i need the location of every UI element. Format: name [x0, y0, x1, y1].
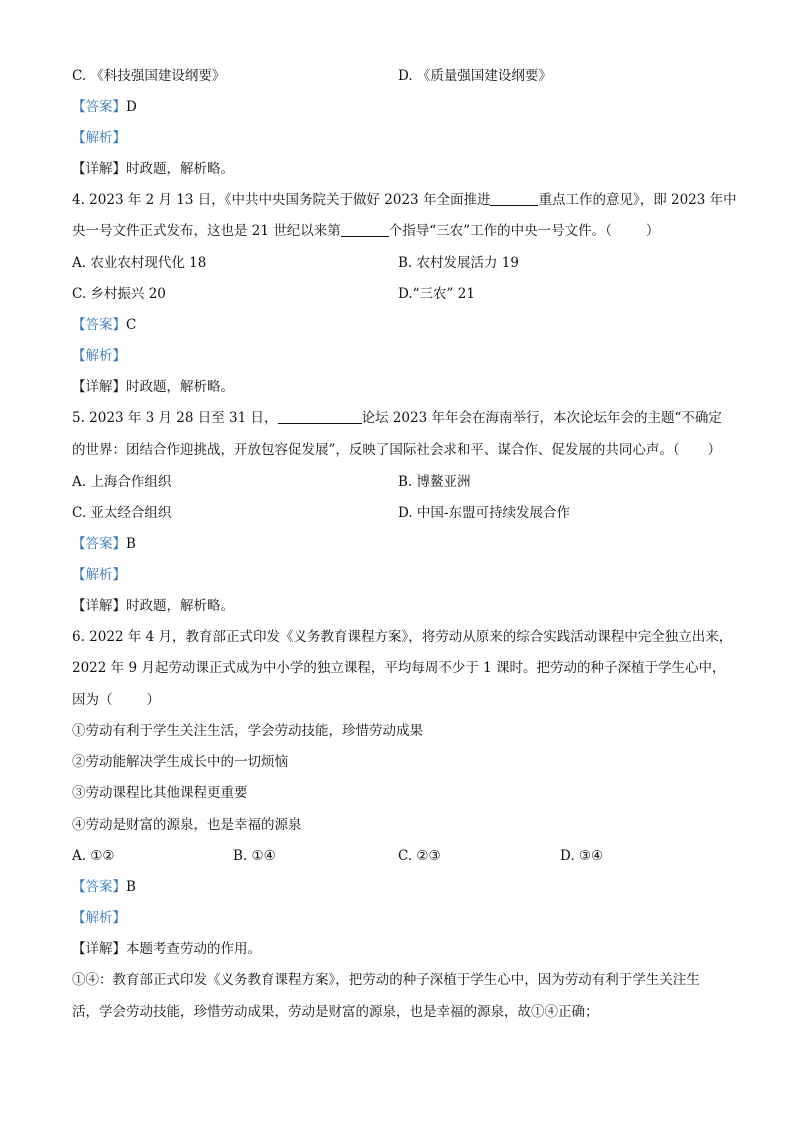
detail-text: 时政题，解析略。: [126, 161, 234, 177]
answer-value: B: [126, 536, 136, 552]
answer-blank: [341, 222, 389, 237]
q4-option-d: D.“三农” 21: [398, 286, 475, 302]
q6-stem-line2: 2022 年 9 月起劳动课正式成为中小学的独立课程，平均每周不少于 1 课时。把劳动的种子深植于学生心中，: [72, 660, 726, 676]
q5-stem-line2: [72, 440, 721, 460]
q6-answer: [72, 877, 136, 897]
q4-stem-text: 重点工作的意见》，即 2023 年中: [538, 192, 737, 208]
q4-detail: [72, 377, 234, 397]
q3-option-c: C. 《科技强国建设纲要》: [72, 68, 226, 84]
q6-statement-4: ④劳动是财富的源泉，也是幸福的源泉: [72, 817, 302, 833]
detail-text: 本题考查劳动的作用。: [126, 941, 261, 957]
q5-stem-text: 论坛 2023 年年会在海南举行，本次论坛年会的主题“不确定: [361, 410, 722, 426]
detail-tag: 【详解】: [72, 941, 126, 957]
q6-option-a: A. ①②: [72, 848, 115, 864]
q6-explanation-line1: ①④：教育部正式印发《义务教育课程方案》，把劳动的种子深植于学生心中，因为劳动有利于学生关注生: [72, 972, 700, 988]
answer-tag: 【答案】: [72, 536, 126, 552]
answer-blank: [278, 409, 362, 424]
q3-option-d: D. 《质量强国建设纲要》: [398, 68, 552, 84]
q6-analysis-tag: 【解析】: [72, 910, 126, 926]
q6-option-c: C. ②③: [398, 848, 441, 864]
q3-answer: [72, 97, 137, 117]
q6-statement-3: ③劳动课程比其他课程更重要: [72, 785, 248, 801]
q6-statement-1: ①劳动有利于学生关注生活，学会劳动技能，珍惜劳动成果: [72, 723, 423, 739]
q4-option-a: A. 农业农村现代化 18: [72, 255, 207, 271]
detail-text: 时政题，解析略。: [126, 379, 234, 395]
q4-stem-text: 4. 2023 年 2 月 13 日，《中共中央国务院关于做好 2023 年全面推进: [72, 192, 491, 208]
q6-stem-line1: 6. 2022 年 4 月，教育部正式印发《义务教育课程方案》，将劳动从原来的综合实践活动课程中完全独立出来，: [72, 629, 733, 645]
q5-stem-line1: [72, 408, 722, 428]
q5-answer: [72, 534, 136, 554]
detail-text: 时政题，解析略。: [126, 598, 234, 614]
q5-option-b: B. 博鳌亚洲: [398, 474, 471, 490]
q6-option-d: D. ③④: [560, 848, 604, 864]
q4-stem-line2: [72, 221, 659, 241]
answer-tag: 【答案】: [72, 317, 126, 333]
q4-option-b: B. 农村发展活力 19: [398, 255, 519, 271]
q6-explanation-line2: 活，学会劳动技能，珍惜劳动成果，劳动是财富的源泉，也是幸福的源泉，故①④正确；: [72, 1004, 599, 1020]
q4-stem-text: 央一号文件正式发布，这也是 21 世纪以来第: [72, 223, 341, 239]
q3-detail: [72, 159, 234, 179]
detail-tag: 【详解】: [72, 379, 126, 395]
q6-option-b: B. ①④: [233, 848, 276, 864]
detail-tag: 【详解】: [72, 598, 126, 614]
q3-analysis-tag: 【解析】: [72, 130, 126, 146]
q5-option-c: C. 亚太经合组织: [72, 505, 172, 521]
detail-tag: 【详解】: [72, 161, 126, 177]
q5-detail: [72, 596, 234, 616]
q6-statement-2: ②劳动能解决学生成长中的一切烦恼: [72, 754, 288, 770]
answer-blank: [490, 191, 538, 206]
q5-option-d: D. 中国-东盟可持续发展合作: [398, 505, 570, 521]
q4-stem-text: 个指导“三农”工作的中央一号文件。（: [388, 223, 612, 239]
q6-stem-text: ）: [146, 692, 160, 708]
q4-stem-line1: [72, 190, 737, 210]
q5-stem-text: 的世界：团结合作迎挑战，开放包容促发展”，反映了国际社会求和平、谋合作、促发展的共同心声。（: [72, 442, 680, 458]
q4-stem-text: ）: [645, 223, 660, 239]
q5-stem-text: 5. 2023 年 3 月 28 日至 31 日，: [72, 410, 278, 426]
answer-tag: 【答案】: [72, 879, 126, 895]
q5-analysis-tag: 【解析】: [72, 567, 126, 583]
q6-stem-text: 因为（: [72, 692, 113, 708]
answer-value: D: [126, 99, 137, 115]
q4-answer: [72, 315, 136, 335]
q5-option-a: A. 上海合作组织: [72, 474, 172, 490]
q6-stem-line3: [72, 690, 160, 710]
answer-tag: 【答案】: [72, 99, 126, 115]
q4-option-c: C. 乡村振兴 20: [72, 286, 166, 302]
answer-value: C: [126, 317, 137, 333]
q4-analysis-tag: 【解析】: [72, 348, 126, 364]
q6-detail: [72, 939, 261, 959]
q5-stem-text: ）: [707, 442, 722, 458]
answer-value: B: [126, 879, 136, 895]
